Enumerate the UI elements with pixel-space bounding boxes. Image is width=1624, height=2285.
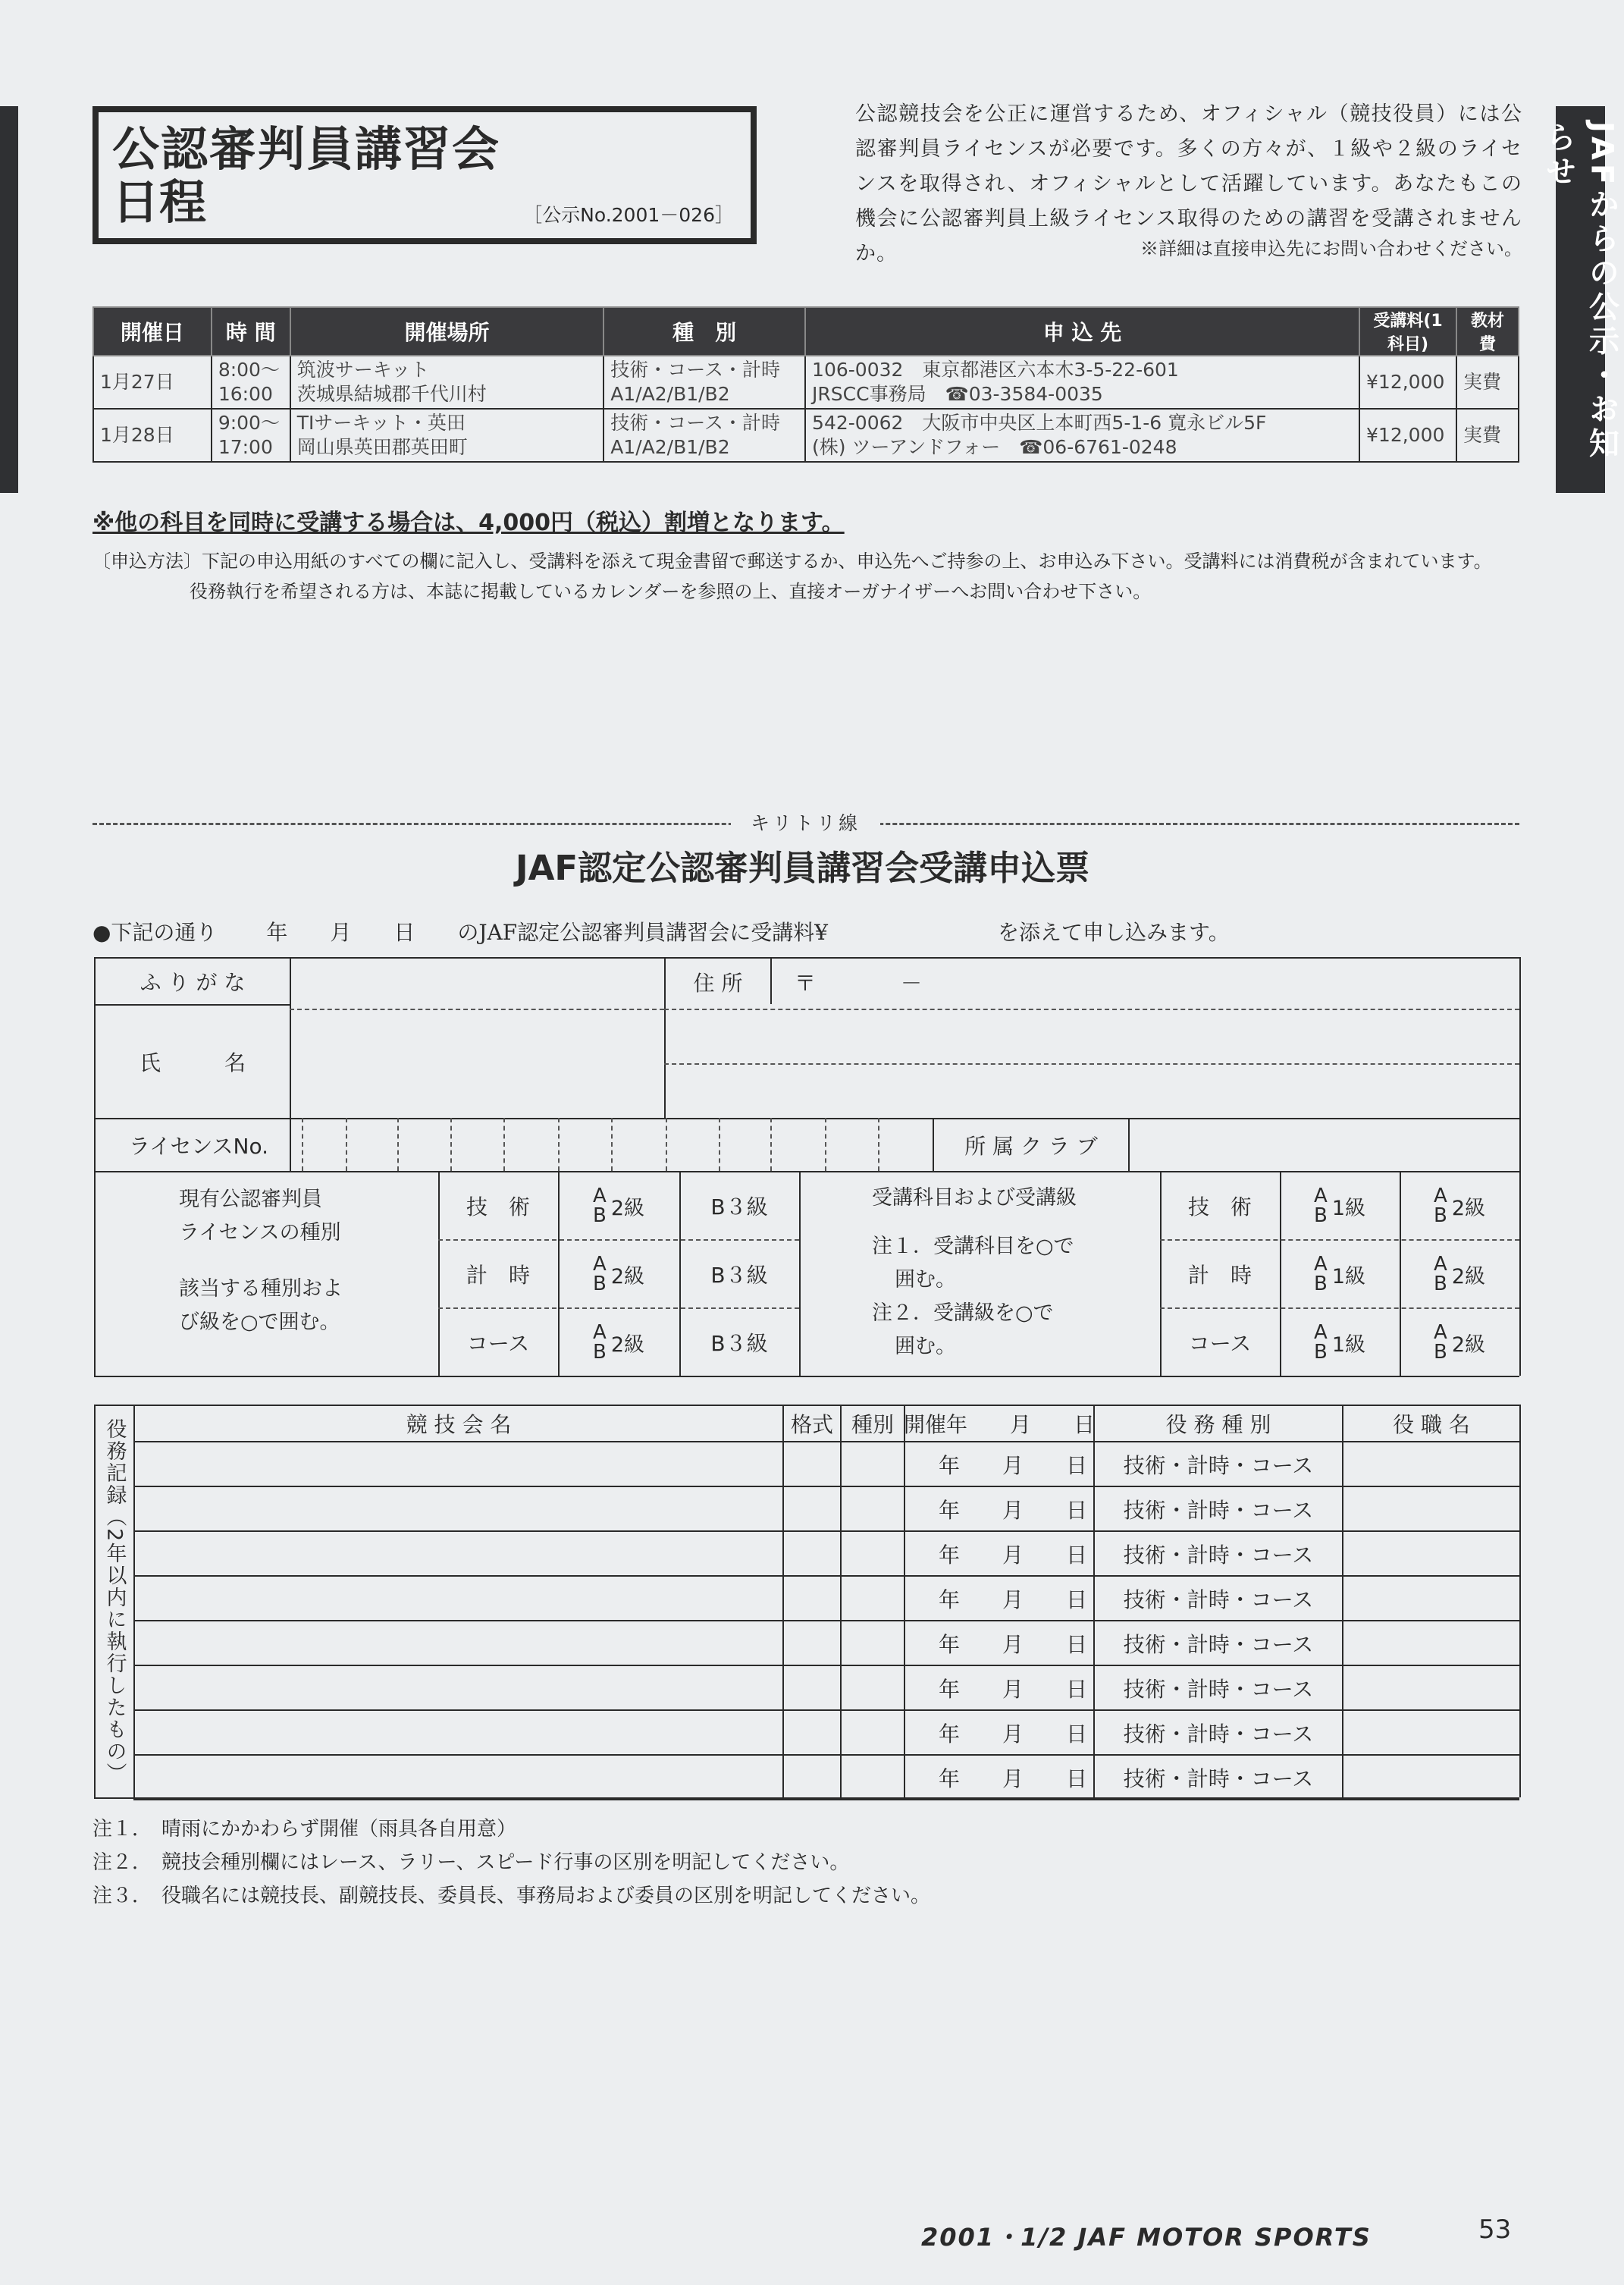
grade-a: A bbox=[593, 1321, 607, 1344]
record-event-input[interactable] bbox=[135, 1532, 782, 1575]
apply-course-ab1[interactable] bbox=[1280, 1309, 1400, 1376]
title-box bbox=[92, 106, 757, 244]
notes-list bbox=[92, 1813, 930, 1913]
intro-note: ※詳細は直接申込先にお問い合わせください。 bbox=[1140, 238, 1522, 259]
record-position-input[interactable] bbox=[1343, 1711, 1519, 1754]
current-license-line2: ライセンスの種別 bbox=[179, 1221, 341, 1245]
name-label: 氏 名 bbox=[139, 1050, 246, 1075]
grade-2: 2級 bbox=[610, 1196, 645, 1220]
fee-cell: ¥12,000 bbox=[1359, 409, 1456, 462]
record-event-input[interactable] bbox=[135, 1666, 782, 1709]
cut-label: キリトリ線 bbox=[731, 808, 880, 836]
course-info-note1: 注１．受講科目を○で bbox=[872, 1235, 1074, 1258]
grade-1: 1級 bbox=[1331, 1332, 1366, 1357]
record-side-text: 役務記録（2年以内に執行したもの） bbox=[102, 1418, 127, 1785]
header-date: 開催日 bbox=[93, 307, 212, 356]
record-kind-input[interactable] bbox=[842, 1666, 904, 1709]
venue-name: 筑波サーキット bbox=[296, 359, 430, 381]
current-license-line1: 現有公認審判員 bbox=[179, 1188, 322, 1211]
license-no-label: ライセンスNo. bbox=[129, 1134, 268, 1159]
grade-a: A bbox=[1314, 1321, 1328, 1344]
course-info-note1-cont: 囲む。 bbox=[895, 1268, 956, 1292]
grade-b: B bbox=[1313, 1341, 1328, 1364]
venue-location: 茨城県結城郡千代川村 bbox=[296, 383, 487, 405]
header-material: 教材費 bbox=[1456, 307, 1519, 356]
record-position-input[interactable] bbox=[1343, 1442, 1519, 1486]
grade-b: B bbox=[592, 1204, 607, 1227]
surcharge-note: ※他の科目を同時に受講する場合は、4,000円（税込）割増となります。 bbox=[92, 510, 845, 536]
date-cell: 1月28日 bbox=[93, 409, 212, 462]
current-technical-b3[interactable]: B３級 bbox=[710, 1194, 768, 1219]
postal-code-input[interactable]: 〒 － bbox=[795, 971, 923, 996]
margin-marker bbox=[0, 106, 18, 493]
record-duty-cell[interactable]: 技術・計時・コース bbox=[1123, 1766, 1314, 1791]
current-license-info bbox=[179, 1183, 437, 1365]
furigana-input[interactable] bbox=[291, 959, 664, 1009]
intro-text: 公認競技会を公正に運営するため、オフィシャル（競技役員）には公認審判員ライセンスが必要です。多くの方々が、１級や２級のライセンスを取得され、オフィシャルとして活躍しています。あなたもこの機会に公認審判員上級ライセンス取得のための講習を受講されませんか。 bbox=[855, 102, 1522, 265]
record-format-input[interactable] bbox=[784, 1487, 840, 1530]
type-grades: A1/A2/B1/B2 bbox=[610, 436, 730, 458]
record-kind-input[interactable] bbox=[842, 1487, 904, 1530]
record-date-cell[interactable]: 年 月 日 bbox=[938, 1631, 1087, 1657]
page-title-line1: 公認審判員講習会 bbox=[112, 121, 501, 177]
record-header-duty: 役 務 種 別 bbox=[1165, 1412, 1271, 1437]
note-item: 注３． 役職名には競技長、副競技長、委員長、事務局および委員の区別を明記してください。 bbox=[92, 1885, 931, 1907]
grade-a: A bbox=[1314, 1253, 1328, 1276]
record-event-input[interactable] bbox=[135, 1756, 782, 1799]
header-place: 開催場所 bbox=[290, 307, 604, 356]
apply-category-technical: 技 術 bbox=[1187, 1194, 1252, 1219]
schedule-header-row bbox=[93, 307, 1519, 356]
type-grades: A1/A2/B1/B2 bbox=[610, 383, 730, 405]
header-time: 時 間 bbox=[212, 307, 290, 356]
record-format-input[interactable] bbox=[784, 1756, 840, 1799]
record-event-input[interactable] bbox=[135, 1577, 782, 1620]
material-cell: 実費 bbox=[1456, 356, 1519, 409]
apply-method-line2: 役務執行を希望される方は、本誌に掲載しているカレンダーを参照の上、直接オーガナイザーへお問い合わせ下さい。 bbox=[190, 581, 1152, 602]
time-end: 16:00 bbox=[218, 383, 273, 405]
current-category-technical: 技 術 bbox=[466, 1194, 530, 1219]
course-info-note2-cont: 囲む。 bbox=[895, 1335, 956, 1358]
page-title-line2: 日程 bbox=[112, 174, 207, 230]
header-fee: 受講料(1科目) bbox=[1359, 307, 1456, 356]
type-subjects: 技術・コース・計時 bbox=[610, 359, 780, 381]
destination-address: 542-0062 大阪市中央区上本町西5-1-6 寛永ビル5F bbox=[812, 412, 1267, 434]
type-cell bbox=[604, 356, 805, 409]
record-side-label bbox=[96, 1406, 133, 1797]
furigana-label: ふ り が な bbox=[140, 970, 246, 995]
venue-location: 岡山県英田郡英田町 bbox=[296, 436, 468, 458]
time-cell bbox=[212, 356, 290, 409]
time-cell bbox=[212, 409, 290, 462]
header-destination: 申 込 先 bbox=[805, 307, 1359, 356]
table-row bbox=[93, 409, 1519, 462]
course-info-title: 受講科目および受講級 bbox=[872, 1186, 1077, 1210]
record-kind-input[interactable] bbox=[842, 1756, 904, 1799]
record-format-input[interactable] bbox=[784, 1666, 840, 1709]
record-format-input[interactable] bbox=[784, 1711, 840, 1754]
record-header-kind: 種別 bbox=[851, 1412, 894, 1437]
record-date-cell[interactable]: 年 月 日 bbox=[938, 1452, 1087, 1478]
destination-cell bbox=[805, 409, 1359, 462]
grade-b: B bbox=[592, 1273, 607, 1295]
place-cell bbox=[290, 356, 604, 409]
section-tab: JAFからの公示・お知らせ bbox=[1556, 106, 1605, 493]
record-position-input[interactable] bbox=[1343, 1532, 1519, 1575]
time-end: 17:00 bbox=[218, 436, 273, 458]
grade-2: 2級 bbox=[1451, 1196, 1486, 1220]
club-label: 所 属 ク ラ ブ bbox=[964, 1134, 1098, 1159]
current-course-b3[interactable]: B３級 bbox=[710, 1331, 768, 1356]
grade-2: 2級 bbox=[1451, 1332, 1486, 1357]
place-cell bbox=[290, 409, 604, 462]
record-kind-input[interactable] bbox=[842, 1532, 904, 1575]
apply-course-ab2[interactable] bbox=[1400, 1309, 1519, 1376]
record-format-input[interactable] bbox=[784, 1577, 840, 1620]
course-info-note2: 注２．受講級を○で bbox=[872, 1301, 1054, 1325]
grade-b: B bbox=[1313, 1204, 1328, 1227]
apply-category-course: コース bbox=[1188, 1331, 1252, 1356]
record-event-input[interactable] bbox=[135, 1711, 782, 1754]
record-kind-input[interactable] bbox=[842, 1577, 904, 1620]
record-date-cell[interactable]: 年 月 日 bbox=[938, 1676, 1087, 1702]
current-license-line3: 該当する種別およ bbox=[179, 1277, 343, 1301]
venue-name: TIサーキット・英田 bbox=[296, 412, 466, 434]
current-timing-b3[interactable]: B３級 bbox=[710, 1263, 768, 1288]
current-license-line4: び級を○で囲む。 bbox=[179, 1310, 340, 1334]
notice-number: ［公示No.2001－026］ bbox=[523, 204, 734, 226]
record-duty-cell[interactable]: 技術・計時・コース bbox=[1123, 1631, 1314, 1657]
note-item: 注１． 晴雨にかかわらず開催（雨具各自用意） bbox=[92, 1818, 517, 1841]
header-type: 種 別 bbox=[604, 307, 805, 356]
record-event-input[interactable] bbox=[135, 1621, 782, 1665]
destination-address: 106-0032 東京都港区六本木3-5-22-601 bbox=[812, 359, 1179, 381]
grade-1: 1級 bbox=[1331, 1196, 1366, 1220]
record-duty-cell[interactable]: 技術・計時・コース bbox=[1123, 1676, 1314, 1702]
record-duty-cell[interactable]: 技術・計時・コース bbox=[1123, 1721, 1314, 1747]
table-row bbox=[93, 356, 1519, 409]
type-subjects: 技術・コース・計時 bbox=[610, 412, 780, 434]
record-kind-input[interactable] bbox=[842, 1621, 904, 1665]
form-intro-line: ●下記の通り 年 月 日 のJAF認定公認審判員講習会に受講料¥ を添えて申し込みます。 bbox=[92, 920, 1230, 945]
destination-cell bbox=[805, 356, 1359, 409]
record-duty-cell[interactable]: 技術・計時・コース bbox=[1123, 1542, 1314, 1568]
record-format-input[interactable] bbox=[784, 1621, 840, 1665]
grade-2: 2級 bbox=[1451, 1264, 1486, 1288]
record-duty-cell[interactable]: 技術・計時・コース bbox=[1123, 1587, 1314, 1612]
record-position-input[interactable] bbox=[1343, 1577, 1519, 1620]
course-selection-info bbox=[872, 1182, 1160, 1371]
address-input[interactable] bbox=[666, 1010, 1519, 1118]
magazine-footer: 2001・1/2 JAF MOTOR SPORTS bbox=[921, 2223, 1372, 2252]
license-no-input[interactable] bbox=[302, 1119, 933, 1171]
record-position-input[interactable] bbox=[1343, 1756, 1519, 1799]
name-input[interactable] bbox=[291, 1010, 664, 1118]
apply-technical-ab2[interactable] bbox=[1400, 1172, 1519, 1239]
grade-a: A bbox=[1314, 1185, 1328, 1207]
time-start: 9:00～ bbox=[218, 412, 280, 434]
apply-timing-ab2[interactable] bbox=[1400, 1241, 1519, 1307]
grade-b: B bbox=[1433, 1273, 1447, 1295]
grade-b: B bbox=[1433, 1204, 1447, 1227]
grade-2: 2級 bbox=[610, 1264, 645, 1288]
apply-category-timing: 計 時 bbox=[1187, 1263, 1252, 1288]
record-format-input[interactable] bbox=[784, 1532, 840, 1575]
apply-method bbox=[92, 546, 1525, 607]
current-course-ab2[interactable] bbox=[558, 1309, 679, 1376]
form-title: JAF認定公認審判員講習会受講申込票 bbox=[515, 848, 1090, 888]
grade-2: 2級 bbox=[610, 1332, 645, 1357]
grade-a: A bbox=[593, 1253, 607, 1276]
apply-method-line1: 〔申込方法〕下記の申込用紙のすべての欄に記入し、受講料を添えて現金書留で郵送するか、申込先へご持参の上、お申込み下さい。受講料には消費税が含まれています。 bbox=[92, 551, 1492, 572]
record-date-cell[interactable]: 年 月 日 bbox=[938, 1587, 1087, 1612]
page-number: 53 bbox=[1478, 2214, 1512, 2245]
current-timing-ab2[interactable] bbox=[558, 1241, 679, 1307]
record-position-input[interactable] bbox=[1343, 1666, 1519, 1709]
grade-b: B bbox=[1313, 1273, 1328, 1295]
destination-contact: (株) ツーアンドフォー ☎06-6761-0248 bbox=[812, 436, 1177, 458]
record-kind-input[interactable] bbox=[842, 1711, 904, 1754]
record-header-format: 格式 bbox=[790, 1412, 833, 1437]
grade-a: A bbox=[593, 1185, 607, 1207]
record-header-date: 開催年 月 日 bbox=[904, 1412, 1096, 1437]
record-date-cell[interactable]: 年 月 日 bbox=[938, 1721, 1087, 1747]
current-technical-ab2[interactable] bbox=[558, 1172, 679, 1239]
grade-1: 1級 bbox=[1331, 1264, 1366, 1288]
grade-a: A bbox=[1434, 1253, 1447, 1276]
record-position-input[interactable] bbox=[1343, 1621, 1519, 1665]
apply-technical-ab1[interactable] bbox=[1280, 1172, 1400, 1239]
note-item: 注２． 競技会種別欄にはレース、ラリー、スピード行事の区別を明記してください。 bbox=[92, 1851, 850, 1874]
fee-cell: ¥12,000 bbox=[1359, 356, 1456, 409]
destination-contact: JRSCC事務局 ☎03-3584-0035 bbox=[812, 383, 1103, 405]
record-kind-input[interactable] bbox=[842, 1442, 904, 1486]
grade-b: B bbox=[592, 1341, 607, 1364]
type-cell bbox=[604, 409, 805, 462]
record-date-cell[interactable]: 年 月 日 bbox=[938, 1542, 1087, 1568]
grade-a: A bbox=[1434, 1185, 1447, 1207]
date-cell: 1月27日 bbox=[93, 356, 212, 409]
address-label: 住 所 bbox=[693, 971, 743, 996]
current-category-timing: 計 時 bbox=[466, 1263, 530, 1288]
grade-a: A bbox=[1434, 1321, 1447, 1344]
grade-b: B bbox=[1433, 1341, 1447, 1364]
record-duty-cell[interactable]: 技術・計時・コース bbox=[1123, 1497, 1314, 1523]
record-duty-cell[interactable]: 技術・計時・コース bbox=[1123, 1452, 1314, 1478]
club-input[interactable] bbox=[1130, 1119, 1519, 1171]
schedule-table bbox=[92, 306, 1519, 463]
time-start: 8:00～ bbox=[218, 359, 280, 381]
record-header-position: 役 職 名 bbox=[1393, 1412, 1470, 1437]
record-position-input[interactable] bbox=[1343, 1487, 1519, 1530]
apply-timing-ab1[interactable] bbox=[1280, 1241, 1400, 1307]
record-date-cell[interactable]: 年 月 日 bbox=[938, 1497, 1087, 1523]
record-header-event: 競 技 会 名 bbox=[406, 1412, 512, 1437]
record-format-input[interactable] bbox=[784, 1442, 840, 1486]
current-category-course: コース bbox=[466, 1331, 530, 1356]
record-date-cell[interactable]: 年 月 日 bbox=[938, 1766, 1087, 1791]
record-event-input[interactable] bbox=[135, 1442, 782, 1486]
material-cell: 実費 bbox=[1456, 409, 1519, 462]
record-event-input[interactable] bbox=[135, 1487, 782, 1530]
